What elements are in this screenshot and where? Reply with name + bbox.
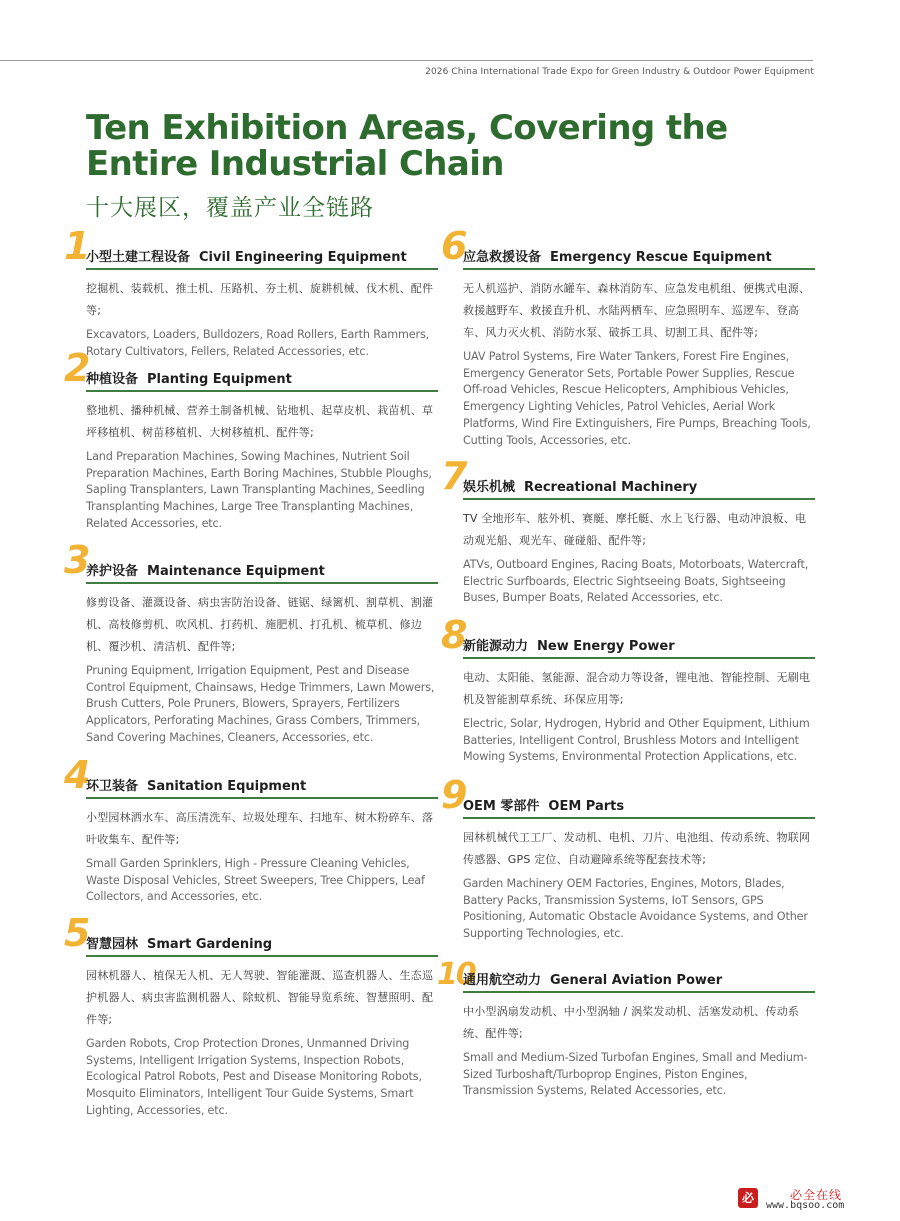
section-title: 种植设备 Planting Equipment (86, 372, 292, 387)
section-number: 8 (441, 613, 466, 657)
section-body-en: Pruning Equipment, Irrigation Equipment, Pest and Disease Control Equipment, Chainsaws, Hedge Trimmers, Lawn Mowers, Brush Cutters, Pole Pruners, Blowers, Sprayers, Fertilizers Applicators, Perforating Machines, Grass Combers, Trimmers, Sand Covering Machines, Cleaners, Accessories, etc. (86, 664, 435, 744)
section-body-en: Small Garden Sprinklers, High - Pressure Cleaning Vehicles, Waste Disposal Vehicles, Street Sweepers, Tree Chippers, Leaf Collectors, and Accessories, etc. (86, 857, 425, 904)
section-number: 2 (64, 346, 89, 390)
section-title: OEM 零部件 OEM Parts (463, 799, 625, 814)
section-body-en: ATVs, Outboard Engines, Racing Boats, Motorboats, Watercraft, Electric Surfboards, Electric Sightseeing Boats, Sightseeing Buses, Bumper Boats, Related Accessories, etc. (463, 558, 809, 605)
section-oem-parts (441, 773, 823, 943)
section-number: 10 (437, 957, 475, 992)
section-body-cn: 修剪设备、灌溉设备、病虫害防治设备、链锯、绿篱机、割草机、割灌机、高枝修剪机、吹风机、打药机、施肥机、打孔机、梳草机、修边机、覆沙机、清洁机、配件等; (86, 596, 434, 653)
section-rule (86, 955, 438, 957)
section-title: 应急救援设备 Emergency Rescue Equipment (463, 250, 772, 265)
section-body-en: Electric, Solar, Hydrogen, Hybrid and Other Equipment, Lithium Batteries, Intelligent Control, Brushless Motors and Intelligent Mowing Systems, Environmental Protection Applications, etc. (463, 717, 810, 764)
page-title-cn: 十大展区，覆盖产业全链路 (86, 195, 374, 221)
section-body-cn: TV 全地形车、舷外机、赛艇、摩托艇、水上飞行器、电动冲浪板、电动观光船、观光车、碰碰船、配件等; (463, 512, 807, 547)
section-body-en: Garden Machinery OEM Factories, Engines, Motors, Blades, Battery Packs, Transmission Systems, IoT Sensors, GPS Positioning, Automatic Obstacle Avoidance Systems, and Other Supporting Technologies, etc. (463, 877, 808, 941)
section-number: 9 (441, 773, 466, 817)
section-rule (86, 797, 438, 799)
section-general-aviation (437, 957, 823, 1100)
section-rule (463, 657, 815, 659)
section-body-cn: 园林机械代工工厂、发动机、电机、刀片、电池组、传动系统、物联网传感器、GPS 定位、自动避障系统等配套技术等; (463, 831, 811, 866)
page-title: Ten Exhibition Areas, Covering the Entire Industrial Chain (86, 108, 728, 184)
section-rule (86, 582, 438, 584)
section-body-cn: 挖掘机、装载机、推土机、压路机、夯土机、旋耕机械、伐木机、配件等; (86, 282, 434, 317)
section-civil-engineering (64, 224, 446, 360)
section-new-energy (441, 613, 823, 766)
section-number: 5 (64, 911, 89, 955)
section-rule (86, 390, 438, 392)
section-body-en: Small and Medium-Sized Turbofan Engines, Small and Medium-Sized Turboshaft/Turboprop Engines, Piston Engines, Transmission Systems, Related Accessories, etc. (463, 1051, 808, 1098)
section-body-cn: 小型园林洒水车、高压清洗车、垃圾处理车、扫地车、树木粉碎车、落叶收集车、配件等; (86, 811, 434, 846)
section-smart-gardening (64, 911, 446, 1120)
section-title: 通用航空动力 General Aviation Power (463, 973, 723, 988)
section-planting (64, 346, 446, 533)
section-title: 娱乐机械 Recreational Machinery (463, 480, 698, 495)
section-body-en: Garden Robots, Crop Protection Drones, Unmanned Driving Systems, Intelligent Irrigation Systems, Inspection Robots, Ecological Patrol Robots, Pest and Disease Monitoring Robots, Mosquito Eliminators, Intelligent Tour Guide Systems, Smart Lighting, Accessories, etc. (86, 1037, 422, 1117)
section-body-en: UAV Patrol Systems, Fire Water Tankers, Forest Fire Engines, Emergency Generator Sets, Portable Power Supplies, Rescue Off-road Vehicles, Rescue Helicopters, Amphibious Vehicles, Emergency Lighting Vehicles, Patrol Vehicles, Aerial Work Platforms, Wind Fire Extinguishers, Fire Pumps, Breaching Tools, Cutting Tools, Accessories, etc. (463, 350, 811, 447)
section-body-cn: 无人机巡护、消防水罐车、森林消防车、应急发电机组、便携式电源、救援越野车、救援直升机、水陆两栖车、应急照明车、巡逻车、登高车、风力灭火机、消防水泵、破拆工具、切割工具、配件等; (463, 282, 811, 339)
section-number: 4 (64, 753, 89, 797)
section-number: 3 (64, 538, 89, 582)
section-rule (463, 817, 815, 819)
watermark-logo-icon: 必 (738, 1188, 758, 1208)
watermark (738, 1186, 888, 1214)
section-maintenance (64, 538, 446, 747)
section-body-en: Land Preparation Machines, Sowing Machines, Nutrient Soil Preparation Machines, Earth Boring Machines, Stubble Ploughs, Sapling Transplanters, Lawn Transplanting Machines, Seedling Transplanting Machines, Large Tree Transplanting Machines, Related Accessories, etc. (86, 450, 432, 530)
watermark-text: 必全在线 (790, 1188, 843, 1202)
section-recreational (441, 454, 823, 607)
section-title: 小型土建工程设备 Civil Engineering Equipment (86, 250, 407, 265)
section-rule (463, 991, 815, 993)
section-emergency-rescue (441, 224, 823, 449)
section-number: 7 (441, 454, 466, 498)
section-rule (463, 268, 815, 270)
section-title: 养护设备 Maintenance Equipment (86, 564, 325, 579)
section-body-cn: 园林机器人、植保无人机、无人驾驶、智能灌溉、巡查机器人、生态巡护机器人、病虫害监测机器人、除蚊机、智能导览系统、智慧照明、配件等; (86, 969, 434, 1026)
section-rule (463, 498, 815, 500)
section-body-cn: 电动、太阳能、氢能源、混合动力等设备，锂电池、智能控制、无刷电机及智能割草系统、环保应用等; (463, 671, 811, 706)
section-number: 1 (64, 224, 89, 268)
expo-name-header: 2026 China International Trade Expo for Green Industry & Outdoor Power Equipment (425, 67, 814, 77)
section-title: 智慧园林 Smart Gardening (86, 937, 273, 952)
section-body-cn: 中小型涡扇发动机、中小型涡轴 / 涡桨发动机、活塞发动机、传动系统、配件等; (463, 1005, 800, 1040)
section-body-en: Excavators, Loaders, Bulldozers, Road Rollers, Earth Rammers, Rotary Cultivators, Fellers, Related Accessories, etc. (86, 328, 430, 358)
section-body-cn: 整地机、播种机械、营养土制备机械、钻地机、起草皮机、栽苗机、草坪移植机、树苗移植机、大树移植机、配件等; (86, 404, 434, 439)
section-number: 6 (441, 224, 466, 268)
watermark-url: www.bqsoo.com (766, 1200, 845, 1211)
section-title: 环卫装备 Sanitation Equipment (86, 779, 307, 794)
section-title: 新能源动力 New Energy Power (463, 639, 675, 654)
section-rule (86, 268, 438, 270)
section-sanitation (64, 753, 446, 906)
header-rule (0, 60, 813, 61)
